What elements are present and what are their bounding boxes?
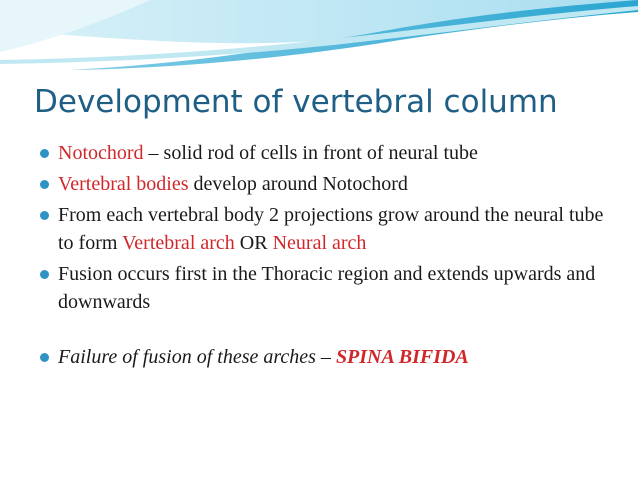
bullet-text: – solid rod of cells in front of neural tube [143, 142, 478, 164]
bullet-text: Fusion occurs first in the Thoracic region and extends upwards and downwards [58, 263, 596, 313]
bullet-icon [40, 353, 49, 362]
bullet-list [40, 139, 615, 374]
bullet-item [40, 260, 615, 316]
bullet-text: OR [234, 232, 273, 254]
bullet-text: Failure of fusion of these arches – [58, 346, 336, 368]
bullet-icon [40, 270, 49, 279]
slide-title: Development of vertebral column [34, 84, 558, 120]
bullet-item [40, 170, 615, 198]
term-notochord: Notochord [58, 142, 144, 164]
bullet-icon [40, 149, 49, 158]
term-vertebral-bodies: Vertebral bodies [58, 173, 189, 195]
bullet-item [40, 343, 615, 371]
term-neural-arch: Neural arch [272, 232, 367, 254]
bullet-text: From each vertebral body 2 projections grow around the neural tube to form [58, 204, 604, 254]
term-spina-bifida: SPINA BIFIDA [335, 346, 469, 368]
bullet-icon [40, 180, 49, 189]
bullet-text: develop around Notochord [188, 173, 408, 195]
bullet-item [40, 201, 615, 257]
bullet-icon [40, 211, 49, 220]
term-vertebral-arch: Vertebral arch [122, 232, 235, 254]
decorative-wave-banner [0, 0, 638, 80]
bullet-item [40, 139, 615, 167]
